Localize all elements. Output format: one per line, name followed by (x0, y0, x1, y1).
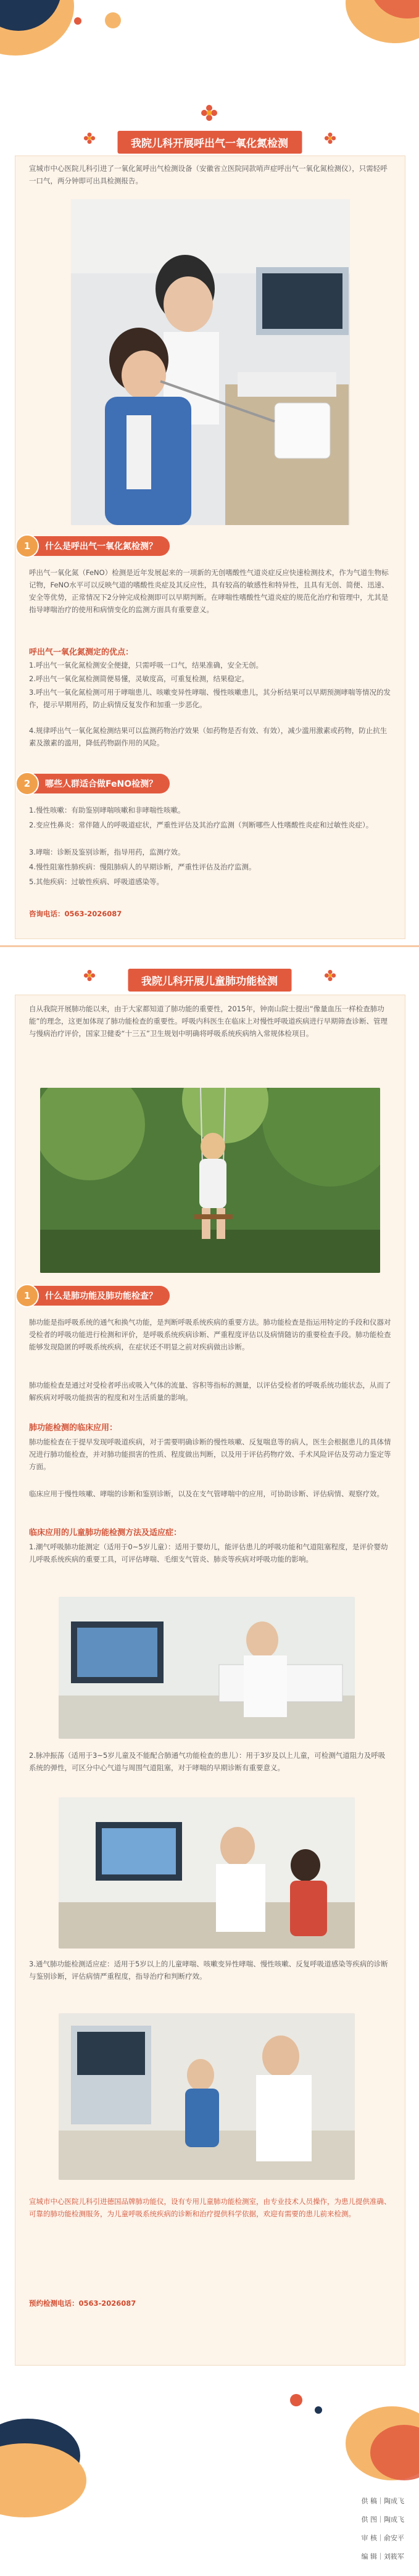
navy-dot (315, 2406, 322, 2414)
section1-q2-title: 哪些人群适合做FeNO检测？ (31, 774, 170, 793)
credit-name: 陶成飞 (384, 2516, 404, 2524)
orange-dot (105, 12, 121, 28)
credit-label: 供 稿 (361, 2497, 377, 2505)
advantage-item: 1.呼出气一氧化氮检测安全便捷，只需呼吸一口气，结果准确，安全无创。 (29, 661, 263, 669)
flower-icon (84, 133, 95, 144)
credit-line: 供 图｜陶成飞 (361, 2516, 404, 2524)
section2-q1-body2: 肺功能检查是通过对受检者呼出或吸入气体的流量、容积等指标的测量，以评估受检者的呼吸系统功能状态，从而了解疾病对呼吸功能损害的程度和对生活质量的影响。 (29, 1381, 391, 1402)
section-divider (0, 945, 419, 947)
credit-name: 刘筱军 (384, 2553, 404, 2561)
section2-intro: 自从我院开展肺功能以来，由于大家都知道了肺功能的重要性，2015年，钟南山院士提出“像量血压一样检查肺功能”的理念，这更加体现了肺功能检查的重要性。呼吸内科医生在临床上对慢性呼吸道疾病进行早期筛查诊断、管理与慢病治疗评价，国家卫健委“十三五”卫生规划中明确将呼吸系统疾病纳入常规体检项目。 (29, 1004, 388, 1038)
credit-line: 审 核｜俞安平 (361, 2534, 404, 2542)
section2-card (15, 995, 405, 2366)
section2-methods-title: 临床应用的儿童肺功能检测方法及适应症： (29, 1528, 182, 1538)
credit-line: 供 稿｜陶成飞 (361, 2497, 404, 2505)
section1-contact: 咨询电话：0563-2026087 (29, 909, 122, 918)
group-item: 4.慢性阻塞性肺疾病：慢阻肺病人的早期诊断，严重性评估及治疗监测。 (29, 863, 256, 871)
red-dot (290, 2394, 302, 2406)
method-item: 1.潮气呼吸肺功能测定（适用于0~5岁儿童）：适用于婴幼儿，能评估患儿的呼吸功能和气道阻塞程度，是评价婴幼儿呼吸系统疾病的重要工具，可评估哮喘、毛细支气管炎、肺炎等疾病对呼吸功能的影响。 (29, 1543, 388, 1563)
section2-q1-title: 什么是肺功能及肺功能检查？ (31, 1286, 170, 1306)
credit-name: 陶成飞 (384, 2497, 404, 2505)
section2-closing: 宣城市中心医院儿科引进德国品牌肺功能仪，设有专用儿童肺功能检测室，由专业技术人员操作，为患儿提供准确、可靠的肺功能检测服务，为儿童呼吸系统疾病的诊断和治疗提供科学依据，欢迎有需要的患儿前来检测。 (29, 2197, 391, 2218)
section2-indications-title: 肺功能检测的临床应用： (29, 1423, 118, 1433)
question-badge: 1 (15, 534, 39, 558)
section2-indications: 肺功能检查在于提早发现呼吸道疾病，对于需要明确诊断的慢性咳嗽、反复喘息等的病人，医生会根据患儿的具体情况进行肺功能检查，并对肺功能损害的性质、程度做出判断，以及用于评估药物疗效、手术风险评估及劳动力鉴定等方面。 (29, 1438, 391, 1471)
section1-advantages-title: 呼出气一氧化氮测定的优点： (29, 648, 134, 657)
flower-icon (201, 105, 217, 121)
red-dot (74, 17, 81, 25)
credit-label: 编 辑 (361, 2553, 377, 2561)
tidal-breathing-photo (59, 1597, 355, 1739)
advantage-item: 2.呼出气一氧化氮检测简便易懂，灵敏度高，可重复检测，结果稳定。 (29, 674, 249, 683)
section2-indications2: 临床应用于慢性咳嗽、哮喘的诊断和鉴别诊断，以及在支气管哮喘中的应用，可协助诊断、评估病情、观察疗效。 (29, 1489, 384, 1498)
section2-q1-body: 肺功能是指呼吸系统的通气和换气功能，是判断呼吸系统疾病的重要方法。肺功能检查是指运用特定的手段和仪器对受检者的呼吸功能进行检测和评价，是呼吸系统疾病诊断、严重程度评估以及病情随访的重要检查手段。肺功能检查能够发现隐匿的呼吸系统疾病，在症状还不明显之前对疾病做出诊断。 (29, 1318, 391, 1351)
credit-label: 审 核 (361, 2534, 377, 2542)
credit-name: 俞安平 (384, 2534, 404, 2542)
question-badge: 1 (15, 1284, 39, 1307)
impulse-oscillation-photo (59, 1797, 355, 1949)
flower-icon (325, 970, 336, 981)
group-item: 2.变应性鼻炎：常伴随人的呼吸道症状，严重性评估及其治疗监测（判断哪些人性嗜酸性炎症和过敏性炎症）。 (29, 821, 373, 829)
section2-q1-heading (15, 1285, 170, 1306)
section1-q1-heading (15, 536, 170, 557)
section2-contact: 预约检测电话：0563-2026087 (29, 2299, 136, 2308)
section1-q1-body: 呼出气一氧化氮（FeNO）检测是近年发展起来的一项新的无创嗜酸性气道炎症反应快速检测技术，作为气道生物标记物，FeNO水平可以反映气道的嗜酸性炎症及其反应性，具有较高的敏感性和特异性，且具有无创、简便、迅速、安全等优势，正常情况下2分钟完成检测即可以早期判断。在哮喘性嗜酸性气道炎症的规范化治疗和管理中，尤其是指导哮喘治疗的使用和病情变化的监测方面具有重要意义。 (29, 568, 389, 614)
credit-label: 供 图 (361, 2516, 377, 2524)
flower-icon (325, 133, 336, 144)
flower-icon (84, 970, 95, 981)
method-item: 2.脉冲振荡（适用于3~5岁儿童及不能配合肺通气功能检查的患儿）：用于3岁及以上儿童，可检测气道阻力及呼吸系统的弹性，可区分中心气道与周围气道阻塞，对于哮喘的早期诊断有重要意义。 (29, 1751, 386, 1772)
advantage-item: 4.规律呼出气一氧化氮检测结果可以监测药物治疗效果（如药物是否有效、有效），减少滥用激素或药物，防止抗生素及激素的滥用，降低药物副作用的风险。 (29, 726, 388, 747)
section1-intro: 宣城市中心医院儿科引进了一氧化氮呼出气检测设备（安徽省立医院同款哨声症呼出气一氧化氮检测仪），只需轻呼一口气，两分钟即可出具检测报告。 (29, 164, 388, 185)
section2-title: 我院儿科开展儿童肺功能检测 (128, 969, 291, 992)
swing-photo (40, 1088, 380, 1273)
group-item: 1.慢性咳嗽：有助鉴别哮喘咳嗽和非哮喘性咳嗽。 (29, 806, 185, 814)
credit-line: 编 辑｜刘筱军 (361, 2553, 404, 2561)
group-item: 3.哮喘：诊断及鉴别诊断，指导用药，监测疗效。 (29, 848, 185, 856)
section1-q2-heading (15, 773, 170, 794)
question-badge: 2 (15, 772, 39, 795)
spirometry-photo (59, 2013, 355, 2180)
section1-title: 我院儿科开展呼出气一氧化氮检测 (117, 131, 302, 154)
group-item: 5.其他疾病：过敏性疾病、呼吸道感染等。 (29, 877, 164, 886)
breath-test-photo (71, 199, 350, 525)
advantage-item: 3.呼出气一氧化氮检测可用于哮喘患儿、咳嗽变异性哮喘、慢性咳嗽患儿，其分析结果可以早期预测哮喘等情况的发作，提示早期用药，防止病情反复发作和加重一步恶化。 (29, 688, 391, 709)
section1-card (15, 155, 405, 939)
method-item: 3.通气肺功能检测适应症：适用于5岁以上的儿童哮喘、咳嗽变异性哮喘、慢性咳嗽、反复呼吸道感染等疾病的诊断与鉴别诊断，评估病情严重程度，指导治疗和判断疗效。 (29, 1960, 388, 1981)
section1-q1-title: 什么是呼出气一氧化氮检测？ (31, 536, 170, 556)
